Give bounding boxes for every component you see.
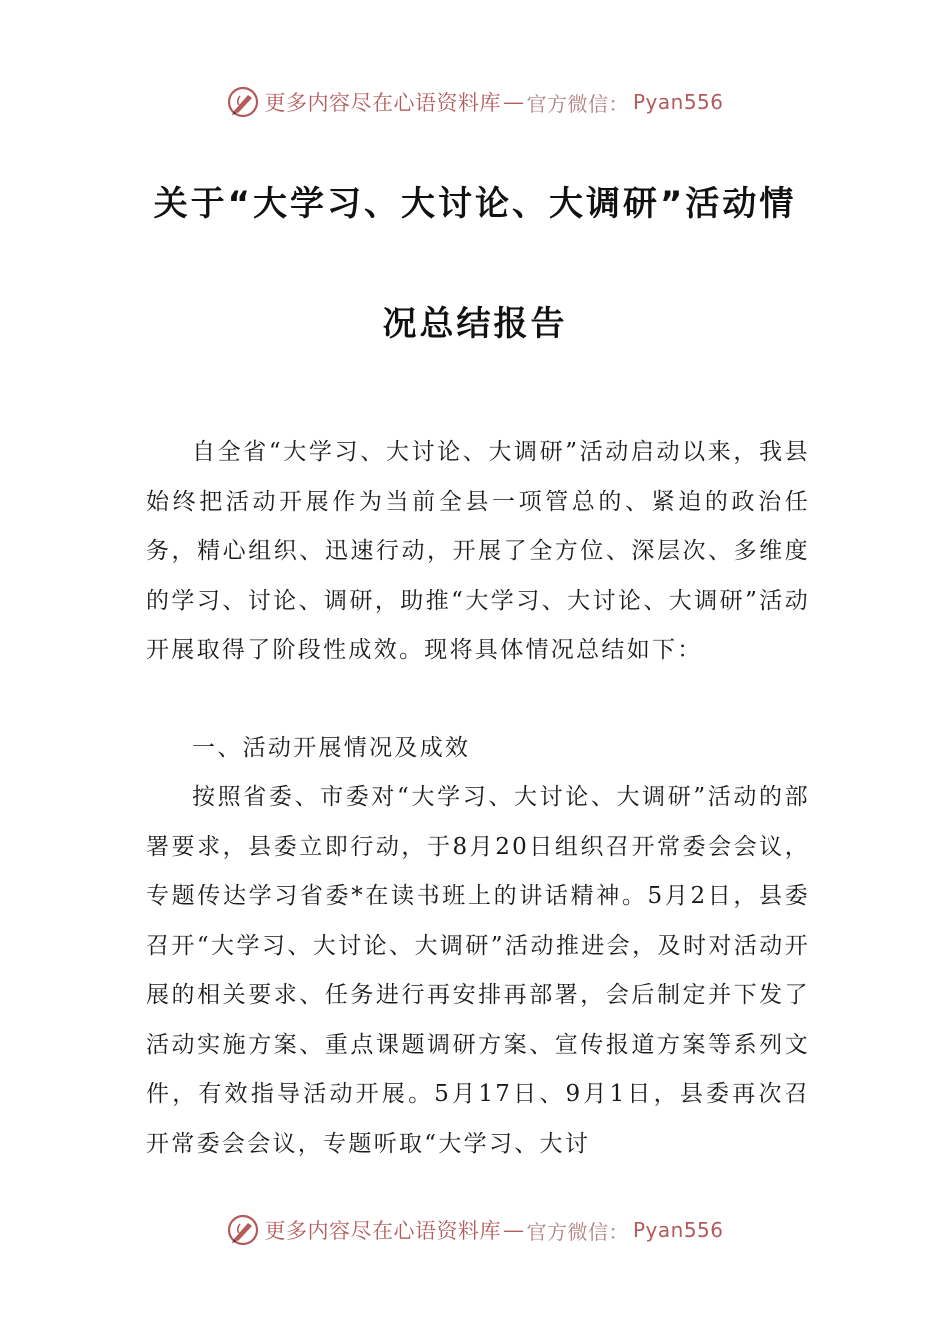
document-title-line1: 关于“大学习、大讨论、大调研”活动情 (153, 184, 797, 224)
document-title-line2: 况总结报告 (382, 304, 568, 344)
watermark-wechat-id: Pyan556 (632, 1218, 724, 1242)
watermark-text: 更多内容尽在心语资料库 (264, 1219, 501, 1243)
watermark-separator: — (502, 1218, 525, 1242)
watermark-wechat-id: Pyan556 (632, 90, 724, 114)
watermark-label: 官方微信： (526, 91, 629, 116)
watermark-banner-bottom (0, 1212, 950, 1248)
section1-heading (146, 724, 810, 774)
pen-logo-icon (226, 1213, 260, 1247)
watermark-text: 更多内容尽在心语资料库 (264, 91, 501, 115)
watermark-label: 官方微信： (526, 1219, 629, 1244)
section1-paragraph (146, 773, 810, 1169)
watermark-separator: — (502, 90, 525, 114)
intro-paragraph (146, 428, 810, 676)
watermark-banner-top (0, 84, 950, 120)
section1-heading-text: 一、活动开展情况及成效 (192, 735, 471, 761)
pen-logo-icon (226, 85, 260, 119)
section1-paragraph-text: 按照省委、市委对“大学习、大讨论、大调研”活动的部署要求，县委立即行动，于8月20日组织召开常委会会议，专题传达学习省委*在读书班上的讲话精神。5月2日，县委召开“大学习、大讨论、大调研”活动推进会，及时对活动开展的相关要求、任务进行再安排再部署，会后制定并下发了活动实施方案、重点课题调研方案、宣传报道方案等系列文件，有效指导活动开展。5月17日、9月1日，县委再次召开常委会会议，专题听取“大学习、大讨 (146, 784, 810, 1157)
intro-text: 自全省“大学习、大讨论、大调研”活动启动以来，我县始终把活动开展作为当前全县一项管总的、紧迫的政治任务，精心组织、迅速行动，开展了全方位、深层次、多维度的学习、讨论、调研，助推“大学习、大讨论、大调研”活动开展取得了阶段性成效。现将具体情况总结如下： (146, 439, 810, 663)
